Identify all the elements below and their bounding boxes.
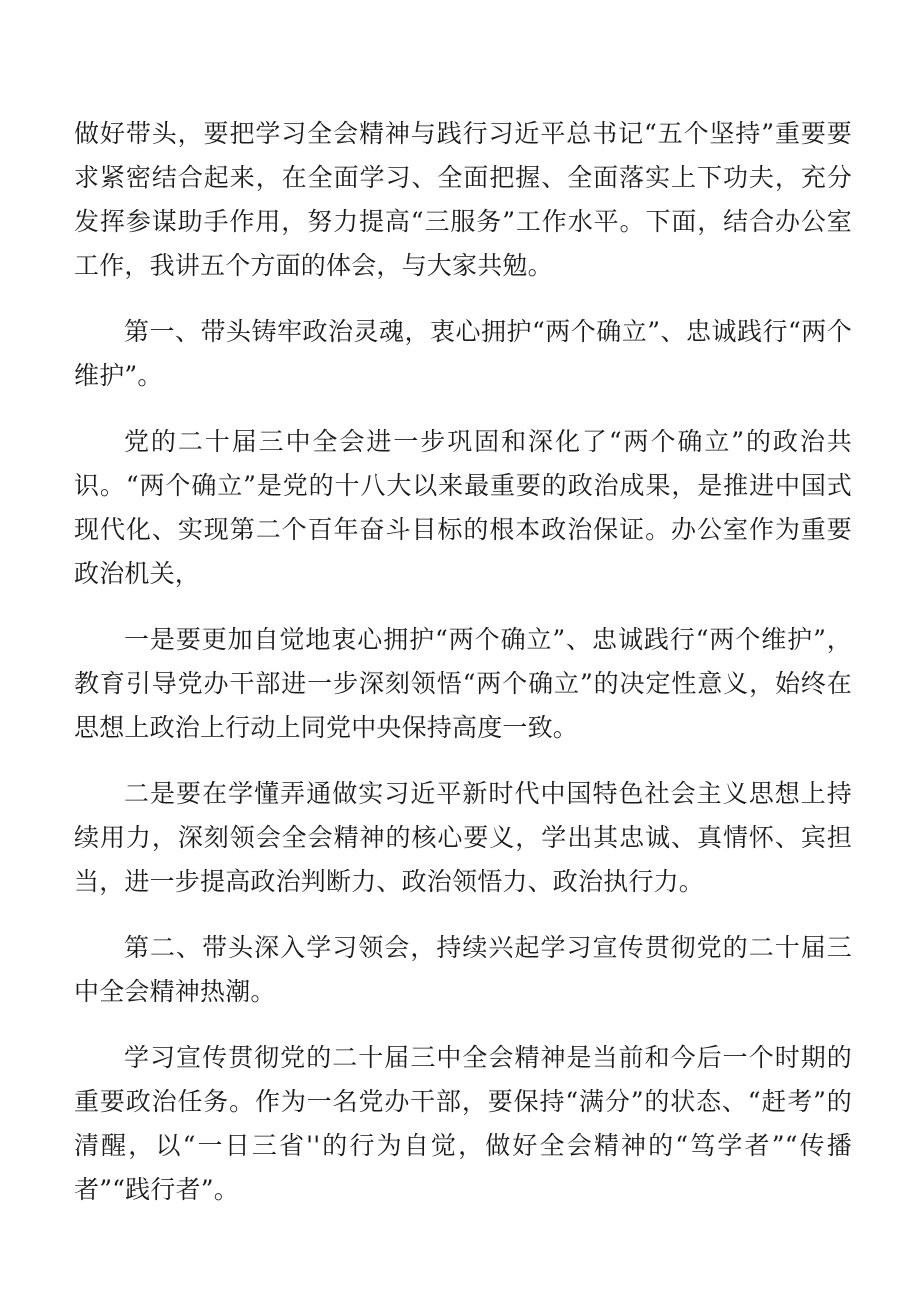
- paragraph-intro: 做好带头，要把学习全会精神与践行习近平总书记“五个坚持”重要要求紧密结合起来，在全面学习、全面把握、全面落实上下功夫，充分发挥参谋助手作用，努力提高“三服务”工作水平。下面，结合办公室工作，我讲五个方面的体会，与大家共勉。: [74, 119, 852, 280]
- paragraph-4: 学习宣传贯彻党的二十届三中全会精神是当前和今后一个时期的重要政治任务。作为一名党办干部，要保持“满分”的状态、“赶考”的清醒，以“一日三省''的行为自觉，做好全会精神的“笃学者”“传播者”“践行者”。: [74, 1043, 852, 1204]
- document-body: [74, 112, 852, 1234]
- section-heading-1: 第一、带头铸牢政治灵魂，衷心拥护“两个确立”、忠诚践行“两个维护”。: [74, 317, 852, 390]
- paragraph-1: 党的二十届三中全会进一步巩固和深化了“两个确立”的政治共识。“两个确立”是党的十八大以来最重要的政治成果，是推进中国式现代化、实现第二个百年奋斗目标的根本政治保证。办公室作为重要政治机关，: [74, 427, 852, 588]
- paragraph-3: 二是要在学懂弄通做实习近平新时代中国特色社会主义思想上持续用力，深刻领会全会精神的核心要义，学出其忠诚、真情怀、宾担当，进一步提高政治判断力、政治领悟力、政治执行力。: [74, 779, 852, 896]
- paragraph-2: 一是要更加自觉地衷心拥护“两个确立”、忠诚践行“两个维护”，教育引导党办干部进一步深刻领悟“两个确立”的决定性意义，始终在思想上政治上行动上同党中央保持高度一致。: [74, 625, 852, 742]
- section-heading-2: 第二、带头深入学习领会，持续兴起学习宣传贯彻党的二十届三中全会精神热潮。: [74, 933, 852, 1006]
